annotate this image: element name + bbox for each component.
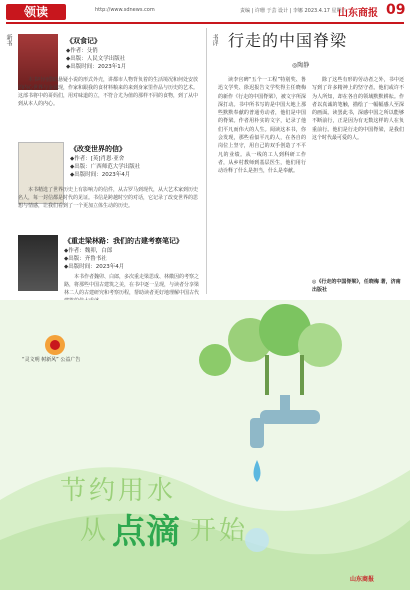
section-logo: 领读 bbox=[6, 4, 66, 20]
article-column-1: 读李官碑“五个一工程”特别奖、鲁迅文学奖、徐迟报告文学奖得主任晓梅的新作《行走的中国脊梁》，被文字所深深打动。书中所书写的是中国大地上那些默默奉献的普通劳动者，他们是中国的脊梁。作者用朴实的文字，记录了他们平凡而伟大的人生。阅读这本书，你会发现，那些看似平凡的人，在各自的岗位上坚守，用自己的双手创造了不平凡的业绩。从一线的工人到科研工作者，从乡村教师到基层医生，他们用行动诠释了什么是担当，什么是奉献。 bbox=[218, 77, 306, 175]
book-author-1: ◆作者：殳俏 bbox=[66, 48, 98, 54]
page-footer bbox=[0, 590, 410, 602]
column-divider bbox=[206, 28, 207, 294]
book-publisher-1: ◆出版：人民文学出版社 bbox=[66, 56, 126, 62]
newspaper-brand: 山东商报 bbox=[338, 8, 378, 19]
page-number: 09 bbox=[386, 2, 406, 18]
website-url[interactable]: http://www.sdnews.com bbox=[95, 7, 155, 13]
book-date-3: ◆出版时间：2023年4月 bbox=[64, 264, 125, 270]
footer-brand: 山东商报 bbox=[350, 576, 375, 583]
editor-meta: 责编 | 许珊 于芸 设计 | 李娜 2023.4.17 星期六 bbox=[240, 8, 347, 14]
left-column-label: 新书 bbox=[5, 34, 12, 46]
book-title-2: 《改变世界的信》 bbox=[70, 145, 126, 153]
article-column-2: 除了这些有形的劳动者之外，书中还写到了许多精神上的坚守者。他们或许不为人所知，却在各自的领域默默耕耘。作者以真诚的笔触，描绘了一幅幅感人至深的画面。读罢此书，深感中国之所以能够不断前行，正是因为有无数这样的人在负重前行。他们是行走的中国脊梁，是我们这个时代最可爱的人。 bbox=[312, 77, 404, 142]
article-title: 行走的中国脊梁 bbox=[228, 31, 348, 50]
book-author-2: ◆作者：[英]肖恩·亚舍 bbox=[70, 156, 125, 162]
header-divider bbox=[6, 22, 404, 24]
book-publisher-2: ◆出版：广西师范大学出版社 bbox=[70, 164, 141, 170]
poster-org-text: “灵文明 树新风” 公益广告 bbox=[22, 357, 81, 363]
poster-title-start: 开始 bbox=[190, 516, 249, 546]
book-date-1: ◆出版时间：2023年1月 bbox=[66, 64, 127, 70]
book-desc-3: 本书作者魏卯、白郎，多次重走梁思成、林徽因的考察之路，将那些中国古建筑之美，在书中逐一呈现，与读者分享梁林二人的古建研究和考察历程，帮助读者更好地理解中国古代 bbox=[64, 274, 200, 296]
book-publisher-3: ◆出版：齐鲁书社 bbox=[64, 256, 107, 262]
book-desc-1: 本书叶问借助悬疑小说的形式外壳，讲都市人物背负着的生活境况和何处安放的内心世界与金通现，作家和跟我的食材料粮来的来到身家里作品与历史的艺术。这部书将中的哥妈们，用对味道的立，不符合尤为值的那样不同的食物，到了从中到从本人的内心。 bbox=[18, 77, 199, 107]
book-author-3: ◆作者：魏卯，白郎 bbox=[64, 248, 113, 254]
right-column-label: 书评 bbox=[211, 34, 218, 46]
poster-title-from: 从 bbox=[80, 516, 107, 546]
book-desc-2: 本书精选了世界历史上有影响力的信件，从古罗马到现代，从大艺术家到历史名人，每一封信都是时代的见证。书信是跨越时空的对话，它记录了改变世界的思想与情感，让我们看到了一个更加立体生动的历史。 bbox=[18, 187, 199, 209]
book-date-2: ◆出版时间：2023年4月 bbox=[70, 172, 131, 178]
article-book-info: ◎《行走的中国脊梁》，任晓梅 著，济南出版社 bbox=[312, 279, 401, 293]
book-cover-3 bbox=[18, 235, 58, 291]
poster-title-line1: 节约用水 bbox=[60, 476, 177, 506]
article-author: ◎陶静 bbox=[292, 62, 310, 69]
poster-title-emphasis: 点滴 bbox=[112, 512, 180, 552]
book-title-1: 《双食记》 bbox=[66, 37, 101, 45]
book-title-3: 《重走梁林路：我们的古建考察笔记》 bbox=[64, 237, 183, 245]
